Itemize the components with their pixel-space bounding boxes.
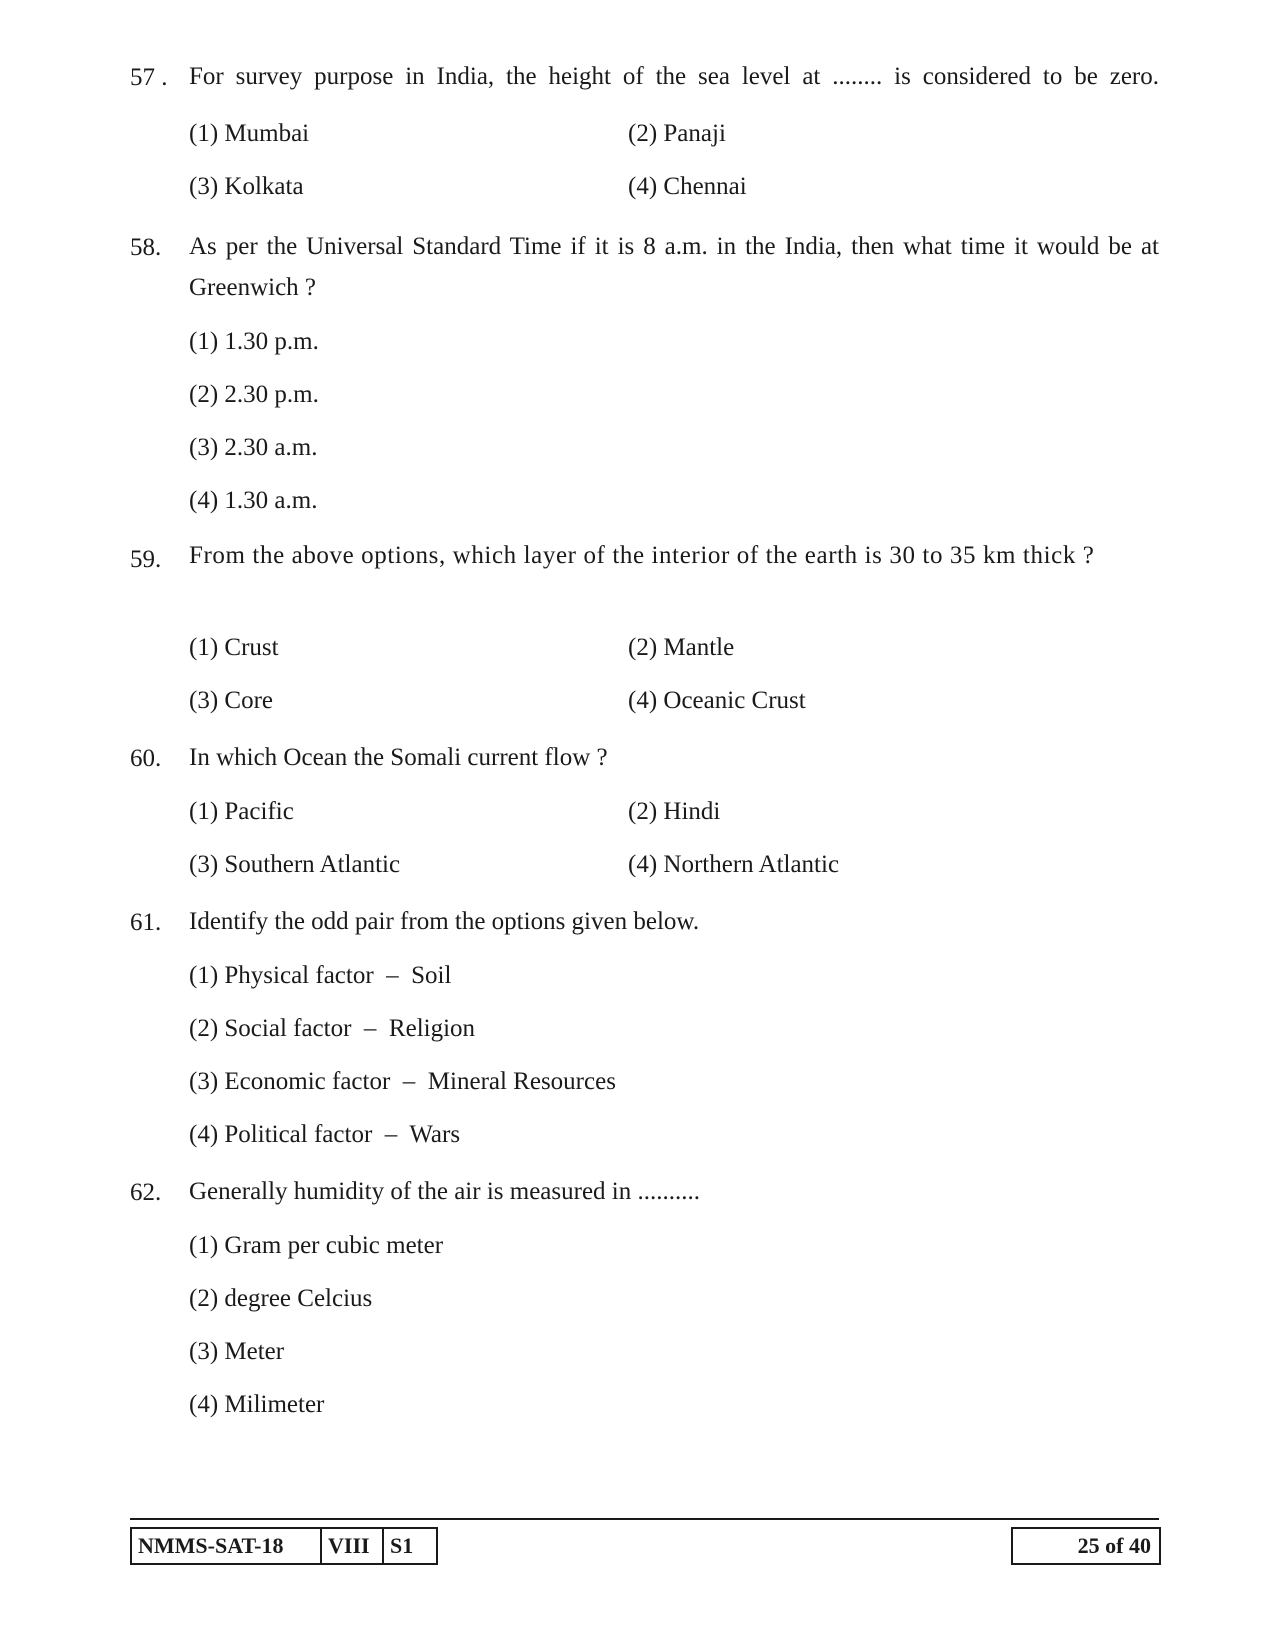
option-58-1: (1) 1.30 p.m. bbox=[189, 328, 319, 355]
question-number: 59. bbox=[130, 546, 162, 573]
option-61-1: (1) Physical factor – Soil bbox=[189, 962, 452, 989]
footer-set: S1 bbox=[382, 1529, 436, 1563]
option-57-4: (4) Chennai bbox=[628, 173, 747, 200]
question-text: In which Ocean the Somali current flow ? bbox=[189, 744, 608, 771]
question-text: Identify the odd pair from the options given below. bbox=[189, 908, 700, 935]
option-58-3: (3) 2.30 a.m. bbox=[189, 434, 318, 461]
option-57-2: (2) Panaji bbox=[628, 120, 726, 147]
option-61-2: (2) Social factor – Religion bbox=[189, 1015, 476, 1042]
option-59-2: (2) Mantle bbox=[628, 634, 735, 661]
footer-exam-info bbox=[130, 1527, 438, 1565]
question-number: 62. bbox=[130, 1179, 162, 1206]
question-number: 58. bbox=[130, 234, 162, 261]
footer-page-number: 25 of 40 bbox=[1011, 1527, 1161, 1565]
option-58-2: (2) 2.30 p.m. bbox=[189, 381, 319, 408]
footer-class: VIII bbox=[320, 1529, 382, 1563]
option-60-3: (3) Southern Atlantic bbox=[189, 851, 401, 878]
option-62-1: (1) Gram per cubic meter bbox=[189, 1232, 444, 1259]
option-59-3: (3) Core bbox=[189, 687, 273, 714]
option-58-4: (4) 1.30 a.m. bbox=[189, 487, 318, 514]
question-number: 57 . bbox=[130, 64, 168, 91]
footer-exam-code: NMMS-SAT-18 bbox=[138, 1533, 284, 1558]
option-62-4: (4) Milimeter bbox=[189, 1391, 325, 1418]
option-61-4: (4) Political factor – Wars bbox=[189, 1121, 461, 1148]
option-62-2: (2) degree Celcius bbox=[189, 1285, 373, 1312]
option-62-3: (3) Meter bbox=[189, 1338, 285, 1365]
option-57-3: (3) Kolkata bbox=[189, 173, 304, 200]
question-number: 61. bbox=[130, 909, 162, 936]
option-59-4: (4) Oceanic Crust bbox=[628, 687, 806, 714]
option-60-4: (4) Northern Atlantic bbox=[628, 851, 840, 878]
option-60-2: (2) Hindi bbox=[628, 798, 721, 825]
question-text: For survey purpose in India, the height of the sea level at ........ is considered to be zero. bbox=[189, 63, 1159, 90]
option-60-1: (1) Pacific bbox=[189, 798, 294, 825]
footer-divider bbox=[130, 1518, 1159, 1520]
question-number: 60. bbox=[130, 745, 162, 772]
question-text: As per the Universal Standard Time if it is 8 a.m. in the India, then what time it would be at Greenwich ? bbox=[189, 233, 1159, 301]
question-text: From the above options, which layer of the interior of the earth is 30 to 35 km thick ? bbox=[189, 542, 1095, 569]
option-57-1: (1) Mumbai bbox=[189, 120, 310, 147]
question-text: Generally humidity of the air is measured in .......... bbox=[189, 1178, 700, 1205]
option-61-3: (3) Economic factor – Mineral Resources bbox=[189, 1068, 616, 1095]
option-59-1: (1) Crust bbox=[189, 634, 279, 661]
